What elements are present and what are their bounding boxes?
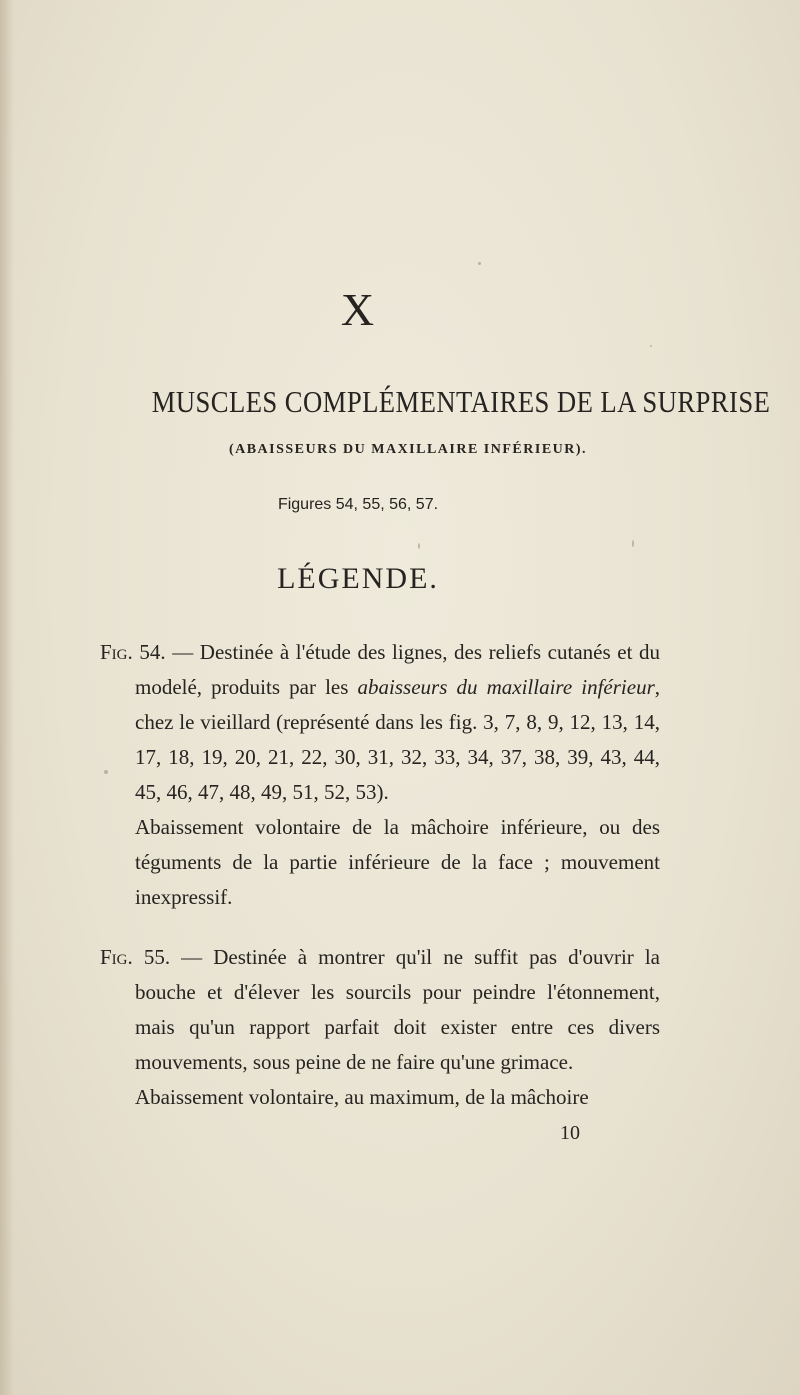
description-text: — Destinée à montrer qu'il ne suffit pas d'ouvrir la bouche et d'élever les sourcils pour peindre l'étonnement, mais qu'un rapport parfait doit exister entre ces divers mouvements, sous peine de ne faire qu'une grimace. [135,945,660,1074]
paper-speck [478,262,481,265]
chapter-subtitle: (ABAISSEURS DU MAXILLAIRE INFÉRIEUR). [228,442,588,457]
legend-heading: LÉGENDE. [277,562,439,595]
chapter-number: X [340,284,376,335]
figure-label: Fig. 54. [100,640,166,664]
note-text: Abaissement volontaire, au maximum, de la mâchoire [135,1085,589,1109]
entry-description [100,940,660,1080]
figures-reference: Figures 54, 55, 56, 57. [277,496,439,513]
legend-entry-fig-55 [100,940,660,1115]
page-edge-shadow [0,0,14,1395]
description-italic: abaisseurs du maxillaire inférieur [357,675,655,699]
chapter-title: MUSCLES COMPLÉMENTAIRES DE LA SURPRISE [151,384,771,419]
page-number: 10 [560,1122,580,1144]
paper-speck [104,770,108,774]
figure-label: Fig. 55. [100,945,171,969]
paper-speck [632,540,634,547]
entry-note [100,1080,660,1115]
note-text: Abaissement volontaire de la mâchoire inférieure, ou des téguments de la partie inférieure de la face ; mouvement inexpressif. [135,815,660,909]
paper-speck [418,543,420,549]
description-text-end: , chez le vieillard (représenté dans les fig. 3, 7, 8, 9, 12, 13, 14, 17, 18, 19, 20, 21, 22, 30, 31, 32, 33, 34, 37, 38, 39, 43, 44, 45, 46, 47, 48, 49, 51, 52, 53). [135,675,660,804]
entry-note [100,810,660,915]
paper-speck [650,345,652,347]
legend-entry-fig-54 [100,635,660,915]
entry-description [100,635,660,810]
description-text-start: — Destinée à l'étude des lignes, des reliefs cutanés et du modelé, produits par les [135,640,660,699]
